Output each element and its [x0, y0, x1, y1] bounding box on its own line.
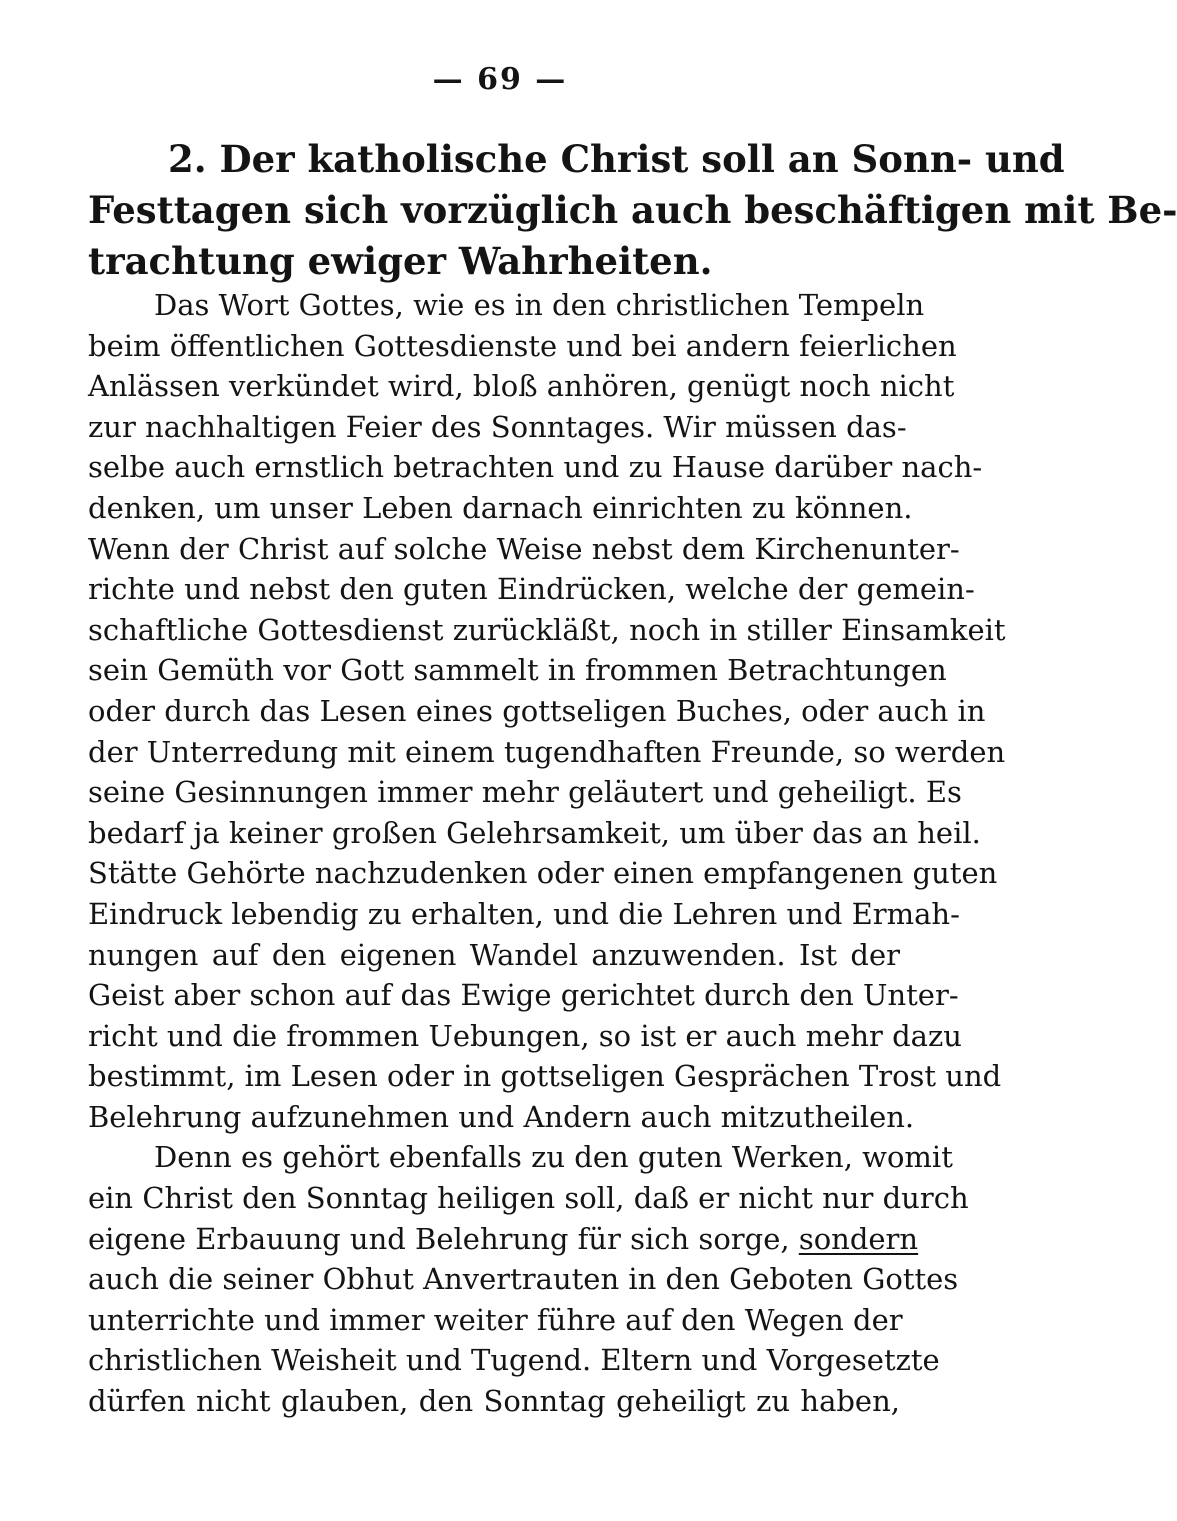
text-line: christlichen Weisheit und Tugend. Eltern und Vorgesetzte [88, 1343, 940, 1378]
text-line: Belehrung aufzunehmen und Andern auch mitzutheilen. [88, 1099, 915, 1134]
underlined-word: sondern [798, 1221, 919, 1256]
page-number: — 69 — [432, 62, 568, 97]
text-line: dürfen nicht glauben, den Sonntag geheiligt zu haben, [88, 1384, 900, 1419]
text-line [88, 1219, 919, 1260]
text-line: schaftliche Gottesdienst zurückläßt, noch in stiller Einsamkeit [88, 612, 1006, 647]
text-line: ein Christ den Sonntag heiligen soll, daß er nicht nur durch [88, 1181, 969, 1216]
text-line: denken, um unser Leben darnach einrichten zu können. [88, 490, 913, 525]
text-line: Stätte Gehörte nachzudenken oder einen empfangenen guten [88, 856, 998, 891]
text-line: selbe auch ernstlich betrachten und zu Hause darüber nach- [88, 450, 983, 485]
heading-line: 2. Der katholische Christ soll an Sonn- und [168, 137, 1065, 181]
section-heading [88, 134, 1177, 287]
text-line: bedarf ja keiner großen Gelehrsamkeit, um über das an heil. [88, 815, 981, 850]
text-segment: eigene Erbauung und Belehrung für sich sorge, [88, 1221, 790, 1256]
heading-line: Festtagen sich vorzüglich auch beschäftigen mit Be- [88, 188, 1177, 232]
text-line: Das Wort Gottes, wie es in den christlichen Tempeln [154, 288, 925, 322]
body-text [88, 285, 1006, 1422]
text-line: oder durch das Lesen eines gottseligen Buches, oder auch in [88, 693, 986, 728]
text-line: Geist aber schon auf das Ewige gerichtet durch den Unter- [88, 978, 959, 1013]
text-line: seine Gesinnungen immer mehr geläutert und geheiligt. Es [88, 775, 962, 810]
text-line: Eindruck lebendig zu erhalten, und die Lehren und Ermah- [88, 896, 960, 931]
text-line: richte und nebst den guten Eindrücken, welche der gemein- [88, 572, 975, 607]
text-line: beim öffentlichen Gottesdienste und bei andern feierlichen [88, 328, 957, 363]
text-line: richt und die frommen Uebungen, so ist er auch mehr dazu [88, 1018, 962, 1053]
text-line: Denn es gehört ebenfalls zu den guten Werken, womit [154, 1140, 953, 1175]
text-line: nungen auf den eigenen Wandel anzuwenden. Ist der [88, 937, 900, 972]
text-line: auch die seiner Obhut Anvertrauten in den Geboten Gottes [88, 1262, 959, 1297]
text-line: der Unterredung mit einem tugendhaften Freunde, so werden [88, 734, 1006, 769]
text-line: sein Gemüth vor Gott sammelt in frommen Betrachtungen [88, 653, 947, 688]
heading-line: trachtung ewiger Wahrheiten. [88, 239, 713, 283]
text-line: Anlässen verkündet wird, bloß anhören, genügt noch nicht [88, 369, 955, 404]
text-line: bestimmt, im Lesen oder in gottseligen Gesprächen Trost und [88, 1059, 1002, 1094]
text-line: zur nachhaltigen Feier des Sonntages. Wir müssen das- [88, 409, 907, 444]
text-line: Wenn der Christ auf solche Weise nebst dem Kirchenunter- [88, 531, 960, 566]
text-line: unterrichte und immer weiter führe auf den Wegen der [88, 1302, 903, 1337]
